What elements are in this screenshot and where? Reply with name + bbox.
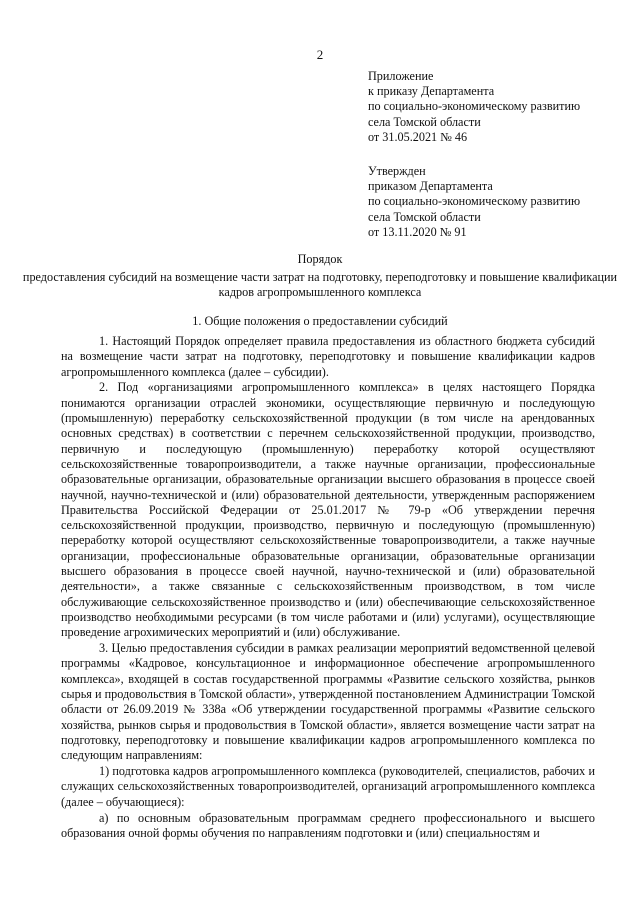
- approved-block: [368, 164, 628, 240]
- approved-line: от 13.11.2020 № 91: [368, 224, 467, 239]
- appendix-line: по социально-экономическому развитию: [368, 99, 581, 114]
- paragraph: 1. Настоящий Порядок определяет правила предоставления из областного бюджета субсидий на возмещение части затрат на подготовку, переподготовку и повышение квалификации кадров агропромышленного комплекса (далее – субсидии).: [61, 334, 595, 379]
- document-subtitle: предоставления субсидий на возмещение части затрат на подготовку, переподготовку и повышение квалификации кадров агропромышленного комплекса: [22, 270, 618, 300]
- approved-line: по социально-экономическому развитию: [368, 194, 581, 209]
- section-heading: 1. Общие положения о предоставлении субсидий: [192, 314, 448, 328]
- appendix-line: Приложение: [368, 69, 434, 83]
- approved-line: села Томской области: [368, 209, 481, 224]
- document-title: Порядок: [297, 252, 343, 266]
- appendix-line: к приказу Департамента: [368, 84, 495, 99]
- paragraph: а) по основным образовательным программам среднего профессионального и высшего образования очной формы обучения по направлениям подготовки и (или) специальностям и: [61, 810, 595, 840]
- appendix-block: [368, 69, 628, 145]
- paragraph: 3. Целью предоставления субсидии в рамках реализации мероприятий ведомственной целевой программы «Кадровое, консультационное и информационное обеспечение агропромышленного комплекса», входящей в состав государственной программы «Развитие сельского хозяйства, рынков сырья и продовольствия в Томской области», утвержденной постановлением Администрации Томской области от 26.09.2019 № 338а «Об утверждении государственной программы «Развитие сельского хозяйства, рынков сырья и продовольствия в Томской области», является возмещение части затрат на подготовку, переподготовку и повышение квалификации кадров агропромышленного комплекса по следующим направлениям:: [61, 641, 595, 763]
- appendix-line: села Томской области: [368, 114, 481, 129]
- paragraph: 2. Под «организациями агропромышленного комплекса» в целях настоящего Порядка понимаются организации отраслей экономики, осуществляющие первичную и последующую (промышленную) переработку сельскохозяйственной продукции (в том числе на арендованных основных средствах) в соответствии с перечнем сельскохозяйственной продукции, производство, первичную и последующую (промышленную) переработку которой осуществляют сельскохозяйственные товаропроизводители, а также научные организации, профессиональные образовательные организации, образовательные организации высшего образования в процессе своей научной, научно-технической и (или) образовательной деятельности, утвержденным распоряжением Правительства Российской Федерации от 25.01.2017 № 79-р «Об утверждении перечня сельскохозяйственной продукции, производство, первичную и последующую (промышленную) переработку которой осуществляют сельскохозяйственные товаропроизводители, а также научные организации, профессиональные образовательные организации, образовательные организации высшего образования в процессе своей научной, научно-технической и (или) образовательной деятельности», а также связанные с сельскохозяйственным производством, в том числе обслуживающие сельскохозяйственное производство и (или) обеспечивающие сельскохозяйственное производство необходимыми ресурсами (в том числе работами и (или) услугами), осуществляющие проведение агрохимических мероприятий и (или) обслуживание.: [61, 380, 595, 640]
- page-number: 2: [316, 47, 324, 62]
- approved-line: приказом Департамента: [368, 179, 493, 194]
- paragraph: 1) подготовка кадров агропромышленного комплекса (руководителей, специалистов, рабочих и служащих сельскохозяйственных товаропроизводителей, организаций агропромышленного комплекса (далее – обучающиеся):: [61, 764, 595, 809]
- appendix-line: от 31.05.2021 № 46: [368, 129, 468, 144]
- document-body: [61, 334, 595, 841]
- approved-line: Утвержден: [368, 164, 426, 178]
